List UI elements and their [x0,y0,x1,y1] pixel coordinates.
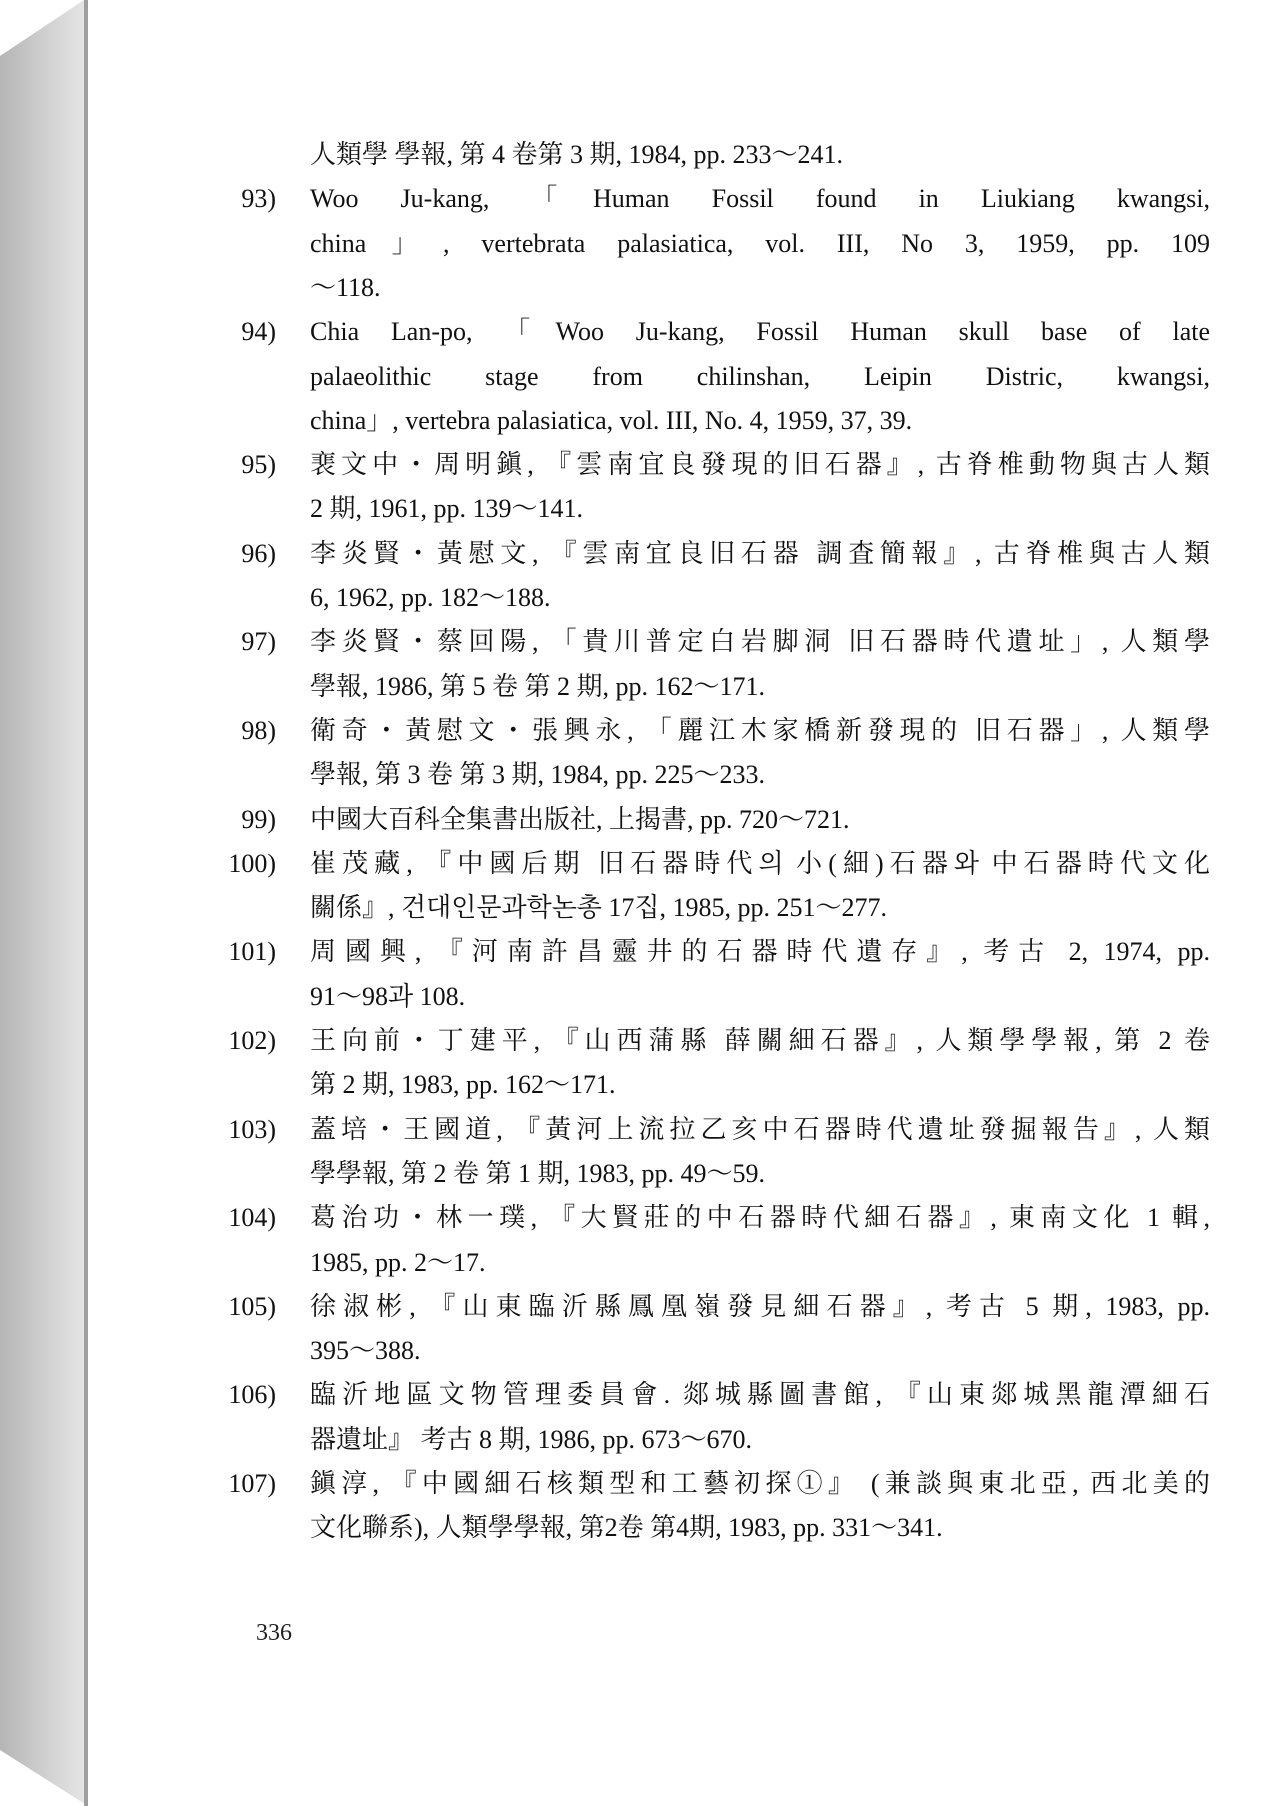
reference-text: 臨沂地區文物管理委員會. 郯城縣圖書館, 『山東郯城黑龍潭細石 [310,1380,1210,1410]
reference-text: 395～388. [310,1336,421,1366]
reference-text: 鎭淳, 『中國細石核類型和工藝初探①』 (兼談與東北亞, 西北美的 [310,1469,1210,1498]
reference-line [88,222,1283,266]
reference-text: 2 期, 1961, pp. 139～141. [310,494,584,524]
reference-line [88,1152,1283,1196]
reference-line [88,133,1283,177]
reference-text: 91～98과 108. [310,981,466,1011]
reference-text: ～118. [310,272,381,302]
reference-line [88,886,1283,930]
reference-line [88,1019,1283,1063]
reference-line [88,842,1283,886]
reference-text: 中國大百科全集書出版社, 上揭書, pp. 720～721. [310,804,850,834]
reference-text: china」, vertebra palasiatica, vol. III, No. 4, 1959, 37, 39. [310,405,913,435]
reference-number: 93) [241,184,276,214]
reference-text: Woo Ju-kang, 「Human Fossil found in Liukiang kwangsi, [310,184,1210,214]
reference-line [88,753,1283,797]
reference-number: 104) [228,1203,276,1233]
reference-text: 人類學 學報, 第 4 卷第 3 期, 1984, pp. 233～241. [310,140,844,169]
reference-line [88,709,1283,753]
reference-line [88,266,1283,310]
reference-text: 崔茂藏, 『中國后期 旧石器時代의 小(細)石器와 中石器時代文化 [310,848,1210,878]
reference-line [88,443,1283,487]
reference-text: Chia Lan-po, 「Woo Ju-kang, Fossil Human skull base of late [310,317,1210,347]
reference-line [88,1063,1283,1107]
reference-line [88,798,1283,842]
reference-number: 98) [241,715,276,745]
reference-text: china」, vertebrata palasiatica, vol. III, No 3, 1959, pp. 109 [310,228,1210,258]
reference-line [88,1196,1283,1240]
reference-number: 107) [228,1469,276,1498]
book-spine [0,0,88,1806]
reference-number: 103) [228,1114,276,1144]
reference-text: 文化聯系), 人類學學報, 第2卷 第4期, 1983, pp. 331～341. [310,1513,943,1543]
reference-number: 96) [241,538,276,568]
reference-line [88,532,1283,576]
reference-number: 101) [228,937,276,967]
reference-number: 106) [228,1380,276,1410]
reference-line [88,1373,1283,1417]
reference-text: 學報, 1986, 第 5 卷 第 2 期, pp. 162～171. [310,671,766,701]
reference-line [88,355,1283,399]
reference-text: 1985, pp. 2～17. [310,1247,486,1277]
reference-line [88,975,1283,1019]
reference-line [88,310,1283,354]
reference-number: 105) [228,1291,276,1321]
reference-number: 94) [241,317,276,347]
reference-line [88,620,1283,664]
reference-line [88,487,1283,531]
reference-line [88,1108,1283,1152]
reference-text: 王向前・丁建平, 『山西蒲縣 薛關細石器』, 人類學學報, 第 2 卷 [310,1026,1210,1055]
reference-text: 李炎賢・蔡回陽, 「貴川普定白岩脚洞 旧石器時代遺址」, 人類學 [310,627,1210,657]
reference-text: 裵文中・周明鎭, 『雲南宜良發現的旧石器』, 古脊椎動物與古人類 [310,450,1210,480]
reference-line [88,1506,1283,1550]
reference-line [88,576,1283,620]
reference-number: 99) [241,804,276,834]
reference-text: 徐淑彬, 『山東臨沂縣鳳凰嶺發見細石器』, 考古 5 期, 1983, pp. [310,1291,1210,1321]
reference-text: 蓋培・王國道, 『黃河上流拉乙亥中石器時代遺址發掘報告』, 人類 [310,1114,1210,1144]
reference-line [88,930,1283,974]
reference-text: 衛奇・黃慰文・張興永, 「麗江木家橋新發現的 旧石器」, 人類學 [310,715,1210,745]
reference-number: 97) [241,627,276,657]
reference-text: 學報, 第 3 卷 第 3 期, 1984, pp. 225～233. [310,760,766,790]
reference-text: 葛治功・林一璞, 『大賢莊的中石器時代細石器』, 東南文化 1 輯, [310,1203,1210,1233]
reference-text: 周國興, 『河南許昌靈井的石器時代遺存』, 考古 2, 1974, pp. [310,937,1210,967]
book-page [88,0,1283,1806]
reference-text: 李炎賢・黃慰文, 『雲南宜良旧石器 調査簡報』, 古脊椎與古人類 [310,538,1210,568]
reference-text: 器遺址』 考古 8 期, 1986, pp. 673～670. [310,1424,753,1454]
reference-line [88,1285,1283,1329]
reference-number: 100) [228,848,276,878]
reference-text: 第 2 期, 1983, pp. 162～171. [310,1070,616,1100]
reference-text: palaeolithic stage from chilinshan, Leipin Distric, kwangsi, [310,361,1210,391]
reference-line [88,665,1283,709]
reference-number: 95) [241,450,276,480]
reference-number: 102) [228,1026,276,1055]
reference-text: 學學報, 第 2 卷 第 1 期, 1983, pp. 49～59. [310,1158,766,1188]
reference-text: 關係』, 건대인문과학논총 17집, 1985, pp. 251～277. [310,893,888,923]
reference-line [88,177,1283,221]
reference-text: 6, 1962, pp. 182～188. [310,583,551,612]
reference-line [88,1462,1283,1506]
reference-list [88,0,1283,1806]
reference-line [88,1241,1283,1285]
reference-line [88,1329,1283,1373]
page-number: 336 [256,1620,292,1646]
reference-line [88,399,1283,443]
reference-line [88,1418,1283,1462]
